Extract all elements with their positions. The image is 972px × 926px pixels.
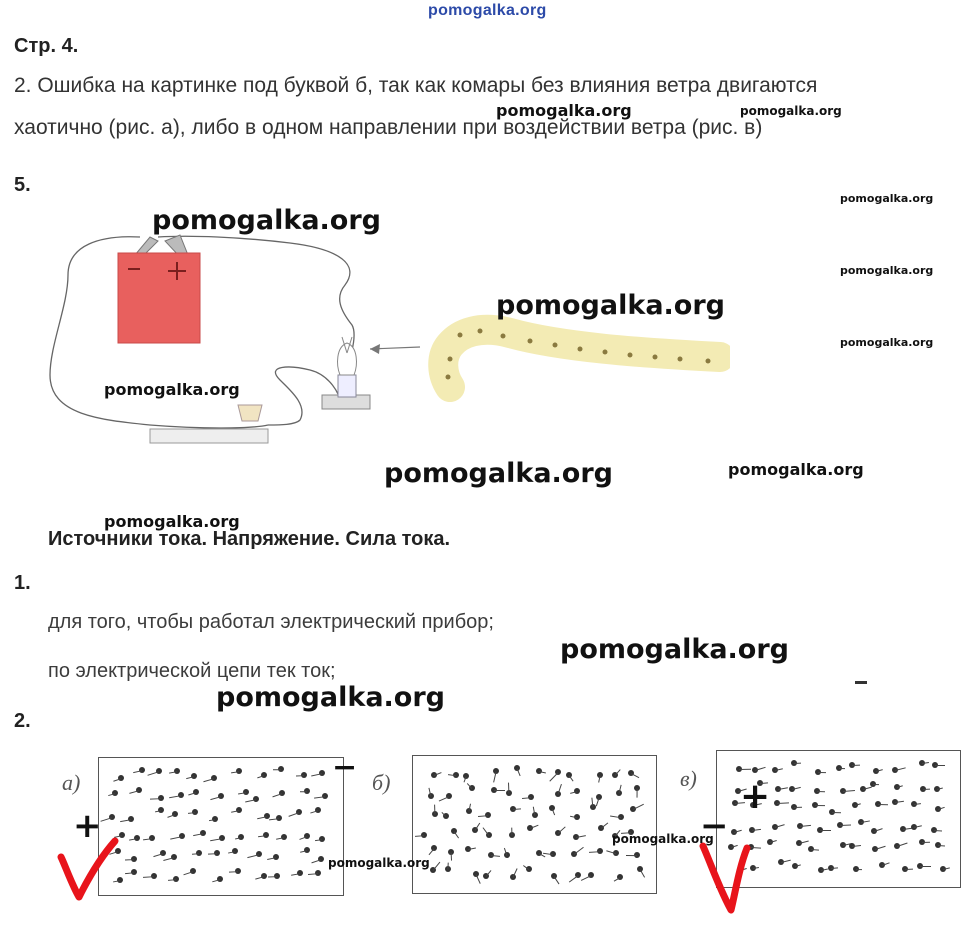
electron-dot [706,359,711,364]
particle-trail [558,826,566,834]
watermark[interactable]: pomogalka.org [216,682,445,713]
electron-dot [653,355,658,360]
panel-b-label: б) [372,770,391,795]
particle-trail [815,805,825,806]
particle-trail [920,866,931,867]
particle-trail [611,815,622,818]
electron-dot [446,375,451,380]
switch-cup [238,405,262,421]
particle-trail [636,789,637,798]
panel-a-label: а) [62,770,81,795]
electron-dot [628,353,633,358]
electron-dot [448,357,453,362]
particle-trail [800,825,811,827]
particle-trail [626,855,637,856]
particle-trail [569,875,579,882]
particle-trail [905,869,913,871]
particle-trail [817,791,825,792]
switch-base [150,429,268,443]
particle-trail [777,802,789,804]
watermark[interactable]: pomogalka.org [840,192,934,205]
q1-number: 1. [14,572,31,594]
particle-trail [914,825,922,828]
particle-trail [842,790,854,792]
panel-a-plus-sign: + [73,806,102,846]
particle-trail [448,774,456,776]
watermark[interactable]: pomogalka.org [496,290,725,321]
lamp-bulb [338,343,357,375]
watermark[interactable]: pomogalka.org [840,264,934,277]
particle-trail [914,803,921,805]
particle-trail [429,849,435,856]
particle-trail [818,772,826,773]
panel-c-minus-sign: − [700,806,729,846]
check-mark-c [697,838,757,918]
electron-dot [478,329,483,334]
particle-trail [937,845,944,847]
particle-trail [580,875,591,881]
particle-trail [852,765,860,767]
electron-dot [678,357,683,362]
electron-dot [458,333,463,338]
particle-trail [601,823,609,830]
electron-dot [553,343,558,348]
q2-number: 2. [14,710,31,732]
task2-answer-line1: 2. Ошибка на картинке под буквой б, так как комары без влияния ветра двигаются [14,74,818,97]
particle-trail [854,803,860,806]
check-mark-a [55,835,125,905]
panel-c-label: в) [680,766,697,791]
particle-trail [832,812,841,813]
panel-c-plus-sign: + [740,776,771,817]
scan-mark [855,681,867,684]
q1-answer-line2: по электрической цепи тек ток; [48,660,336,682]
electron-dot [603,350,608,355]
particle-trail [935,765,945,766]
particle-trail [296,775,304,776]
particle-trail [598,776,601,783]
particle-trail [475,875,480,885]
watermark[interactable]: pomogalka.org [740,104,842,118]
particle-trail [794,762,801,764]
watermark[interactable]: pomogalka.org [328,856,430,870]
watermark[interactable]: pomogalka.org [560,634,789,665]
particle-trail [856,869,862,870]
particle-trail [513,808,521,810]
electron-dot [578,347,583,352]
watermark[interactable]: pomogalka.org [612,832,714,846]
panel-b-field [412,755,657,894]
particle-trail [574,847,584,855]
particle-trail [142,876,153,878]
panel-a-field [98,757,344,896]
section-title: Источники тока. Напряжение. Сила тока. [48,528,451,550]
page-label: Стр. 4. [14,35,79,57]
particle-trail [878,804,888,805]
q1-answer-line1: для того, чтобы работал электрический прибор; [48,611,494,633]
particle-trail [752,829,761,831]
particle-trail [934,830,942,832]
particle-trail [533,806,536,815]
particle-trail [831,867,838,869]
electron-dot [528,339,533,344]
particle-trail [633,804,644,810]
electron-dot [501,334,506,339]
watermark[interactable]: pomogalka.org [496,101,632,120]
particle-trail [821,868,828,871]
particle-trail [770,840,777,843]
lamp-socket [338,375,356,397]
watermark[interactable]: pomogalka.org [840,336,934,349]
watermark[interactable]: pomogalka.org [104,380,240,399]
task5-number: 5. [14,174,31,196]
particle-trail [439,796,449,801]
particle-trail [923,789,931,791]
watermark-top[interactable]: pomogalka.org [428,2,547,19]
particle-trail [873,784,879,785]
watermark[interactable]: pomogalka.org [728,460,864,479]
watermark[interactable]: pomogalka.org [152,205,381,236]
particle-trail [793,807,802,808]
arrow-head [370,344,380,354]
watermark[interactable]: pomogalka.org [104,512,240,531]
watermark[interactable]: pomogalka.org [384,458,613,489]
panel-a-minus-sign: − [332,750,358,785]
circuit-illustration [40,215,730,455]
particle-trail [739,768,751,769]
battery [118,253,200,343]
particle-trail [921,762,928,764]
battery-terminal-left [135,237,158,255]
particle-trail [511,827,512,835]
task2-answer-line2: хаотично (рис. а), либо в одном направлении при воздействии ветра (рис. в) [14,116,763,139]
particle-trail [549,772,558,781]
particle-trail [631,773,640,778]
